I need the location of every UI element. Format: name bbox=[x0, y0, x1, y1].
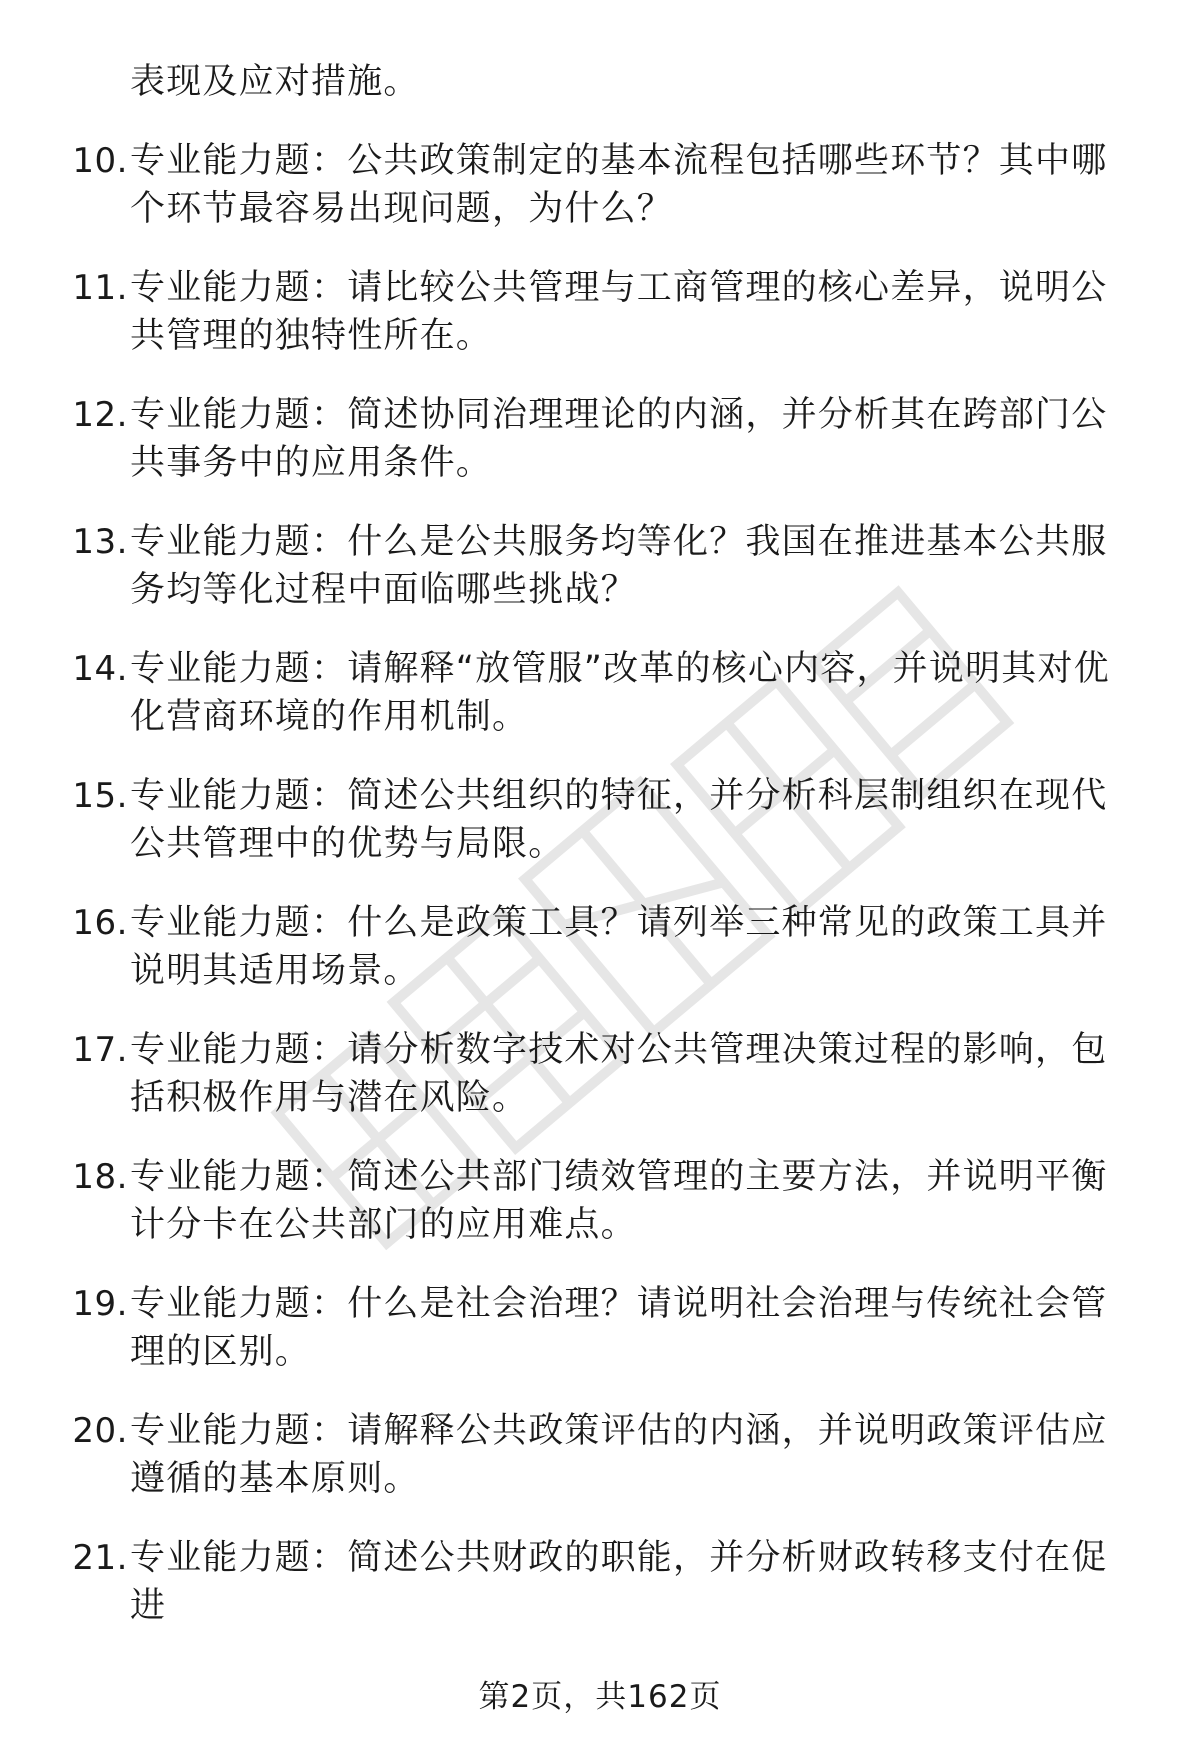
list-item bbox=[0, 264, 1200, 360]
list-item-number: 14. bbox=[72, 649, 128, 689]
list-item-text: 专业能力题：什么是政策工具？请列举三种常见的政策工具并说明其适用场景。 bbox=[130, 903, 1108, 991]
list-item bbox=[0, 1026, 1200, 1122]
list-item bbox=[0, 772, 1200, 868]
list-item bbox=[0, 518, 1200, 614]
list-item-number: 10. bbox=[72, 141, 128, 181]
list-item-number: 15. bbox=[72, 776, 128, 816]
list-item-number: 21. bbox=[72, 1538, 128, 1578]
list-item-text: 专业能力题：请分析数字技术对公共管理决策过程的影响，包括积极作用与潜在风险。 bbox=[130, 1030, 1108, 1118]
list-item-number: 18. bbox=[72, 1157, 128, 1197]
list-item bbox=[0, 137, 1200, 233]
list-item-number: 13. bbox=[72, 522, 128, 562]
list-item-text: 专业能力题：简述协同治理理论的内涵，并分析其在跨部门公共事务中的应用条件。 bbox=[130, 395, 1108, 483]
question-list bbox=[0, 58, 1200, 1661]
list-item bbox=[0, 645, 1200, 741]
list-item bbox=[0, 1153, 1200, 1249]
list-item-number: 12. bbox=[72, 395, 128, 435]
list-item-continuation bbox=[0, 58, 1200, 106]
list-item-text: 专业能力题：什么是公共服务均等化？我国在推进基本公共服务均等化过程中面临哪些挑战？ bbox=[130, 522, 1108, 610]
list-item-number: 17. bbox=[72, 1030, 128, 1070]
list-item bbox=[0, 1280, 1200, 1376]
list-item-number: 11. bbox=[72, 268, 128, 308]
list-item-number: 16. bbox=[72, 903, 128, 943]
list-item bbox=[0, 1534, 1200, 1630]
list-item-text: 专业能力题：简述公共组织的特征，并分析科层制组织在现代公共管理中的优势与局限。 bbox=[130, 776, 1108, 864]
list-item-text: 专业能力题：请比较公共管理与工商管理的核心差异，说明公共管理的独特性所在。 bbox=[130, 268, 1108, 356]
list-item-number: 20. bbox=[72, 1411, 128, 1451]
list-item-text: 专业能力题：什么是社会治理？请说明社会治理与传统社会管理的区别。 bbox=[130, 1284, 1108, 1372]
list-item-text: 专业能力题：请解释“放管服”改革的核心内容，并说明其对优化营商环境的作用机制。 bbox=[130, 649, 1110, 737]
list-item-text: 专业能力题：简述公共部门绩效管理的主要方法，并说明平衡计分卡在公共部门的应用难点。 bbox=[130, 1157, 1108, 1245]
list-item-number: 19. bbox=[72, 1284, 128, 1324]
list-item-text: 专业能力题：简述公共财政的职能，并分析财政转移支付在促进 bbox=[130, 1538, 1108, 1626]
list-item-text: 表现及应对措施。 bbox=[130, 62, 420, 102]
page-footer: 第2页，共162页 bbox=[478, 1679, 722, 1715]
list-item-text: 专业能力题：请解释公共政策评估的内涵，并说明政策评估应遵循的基本原则。 bbox=[130, 1411, 1108, 1499]
list-item bbox=[0, 391, 1200, 487]
list-item bbox=[0, 1407, 1200, 1503]
list-item-text: 专业能力题：公共政策制定的基本流程包括哪些环节？其中哪个环节最容易出现问题，为什么？ bbox=[130, 141, 1108, 229]
list-item bbox=[0, 899, 1200, 995]
